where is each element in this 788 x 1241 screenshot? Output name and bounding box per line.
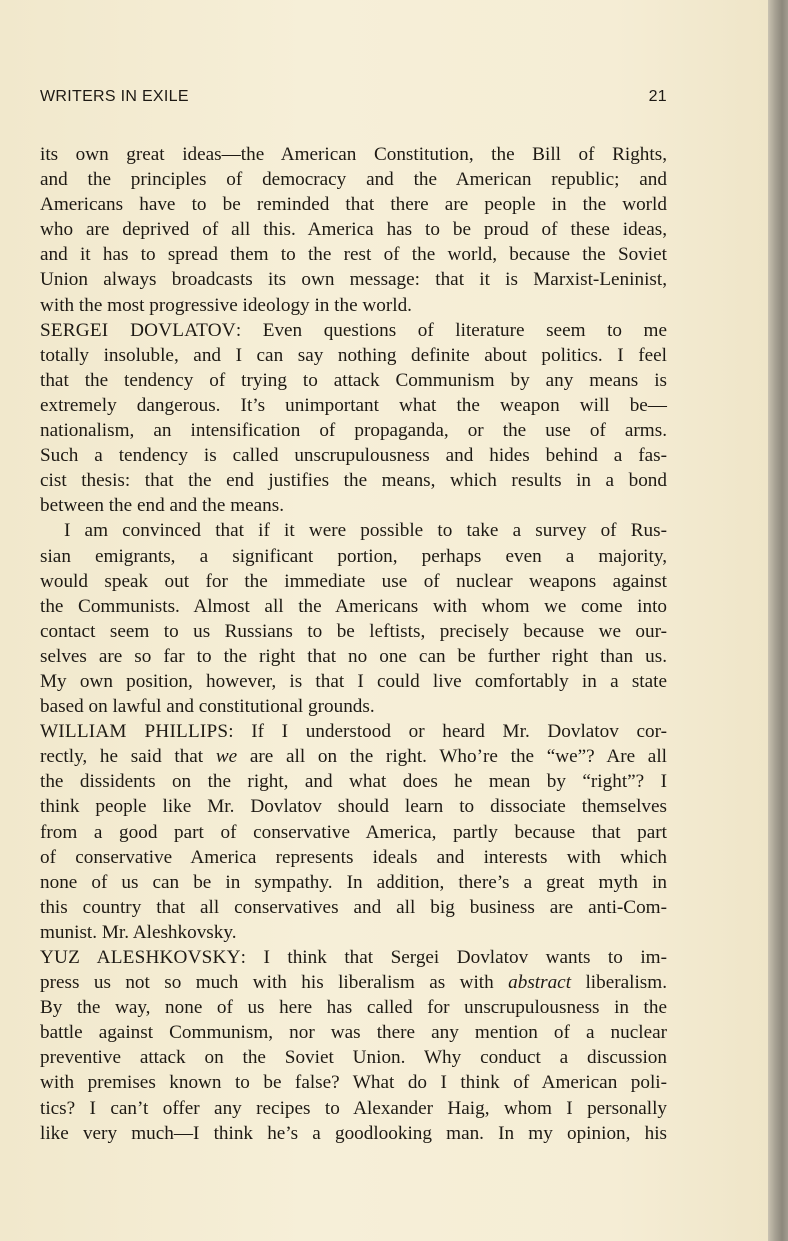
text-line [40, 744, 667, 769]
text-line: sian emigrants, a significant portion, perhaps even a majority, [40, 545, 667, 567]
text-line: with the most progressive ideology in the world. [40, 294, 412, 316]
text-line: this country that all conservatives and all big business are anti-Com- [40, 896, 667, 918]
text-line: none of us can be in sympathy. In addition, there’s a great myth in [40, 871, 667, 893]
emphasis: we [215, 746, 238, 768]
text-line [40, 719, 667, 744]
speaker-text: : If I understood or heard Mr. Dovlatov cor- [228, 721, 667, 743]
text-line: like very much—I think he’s a goodlooking man. In my opinion, his [40, 1122, 667, 1144]
text-line: munist. Mr. Aleshkovsky. [40, 921, 237, 943]
text-line: think people like Mr. Dovlatov should learn to dissociate themselves [40, 796, 667, 818]
line-segment: rectly, he said that [40, 746, 216, 768]
text-line [40, 945, 667, 970]
text-line: who are deprived of all this. America has to be proud of these ideas, [40, 219, 667, 241]
text-line: with premises known to be false? What do I think of American poli- [40, 1072, 667, 1094]
emphasis: abstract [508, 972, 572, 994]
speaker-name: WILLIAM PHILLIPS [40, 721, 229, 743]
text-line: based on lawful and constitutional grounds. [40, 696, 375, 718]
line-segment: liberalism. [571, 972, 667, 994]
speaker-name: SERGEI DOVLATOV [40, 319, 236, 341]
text-line: contact seem to us Russians to be leftists, precisely because we our- [40, 620, 667, 642]
text-line: My own position, however, is that I could live comfortably in a state [40, 670, 667, 692]
text-line [40, 318, 667, 343]
text-line: from a good part of conservative America, partly because that part [40, 821, 667, 843]
text-line: that the tendency of trying to attack Communism by any means is [40, 369, 667, 391]
text-line: By the way, none of us here has called for unscrupulousness in the [40, 997, 667, 1019]
text-line: cist thesis: that the end justifies the means, which results in a bond [40, 470, 667, 492]
text-line: of conservative America represents ideals and interests with which [40, 846, 667, 868]
line-segment: are all on the right. Who’re the “we”? Are all [237, 746, 667, 768]
text-line: and the principles of democracy and the American republic; and [40, 169, 667, 191]
page-edge-shadow [768, 0, 788, 1241]
line-segment: press us not so much with his liberalism as with [40, 972, 509, 994]
text-line: Union always broadcasts its own message: that it is Marxist-Leninist, [40, 269, 667, 291]
running-head-title: WRITERS IN EXILE [40, 88, 189, 105]
speaker-name: YUZ ALESHKOVSKY [40, 947, 241, 968]
text-line: tics? I can’t offer any recipes to Alexander Haig, whom I personally [40, 1097, 667, 1119]
page-number: 21 [648, 88, 667, 105]
text-line: between the end and the means. [40, 495, 285, 517]
text-line: preventive attack on the Soviet Union. Why conduct a discussion [40, 1047, 667, 1069]
text-line: totally insoluble, and I can say nothing definite about politics. I feel [40, 344, 667, 366]
text-line: and it has to spread them to the rest of the world, because the Soviet [40, 244, 667, 266]
speaker-text: : Even questions of literature seem to me [235, 319, 667, 341]
text-line: selves are so far to the right that no one can be further right than us. [40, 645, 667, 667]
text-line [40, 970, 667, 995]
text-line: I am convinced that if it were possible to take a survey of Rus- [64, 520, 667, 542]
speaker-text: : I think that Sergei Dovlatov wants to im- [240, 947, 667, 968]
running-head [40, 88, 667, 108]
text-line: Such a tendency is called unscrupulousness and hides behind a fas- [40, 445, 667, 467]
text-line: its own great ideas—the American Constitution, the Bill of Rights, [40, 144, 667, 165]
text-line: battle against Communism, nor was there any mention of a nuclear [40, 1022, 667, 1044]
body-text [40, 142, 667, 1146]
text-line: the dissidents on the right, and what does he mean by “right”? I [40, 771, 667, 793]
text-line: the Communists. Almost all the Americans with whom we come into [40, 595, 667, 617]
text-line: Americans have to be reminded that there are people in the world [40, 194, 667, 216]
text-line: extremely dangerous. It’s unimportant what the weapon will be— [40, 394, 667, 416]
text-line: nationalism, an intensification of propaganda, or the use of arms. [40, 420, 667, 442]
text-line: would speak out for the immediate use of nuclear weapons against [40, 570, 667, 592]
